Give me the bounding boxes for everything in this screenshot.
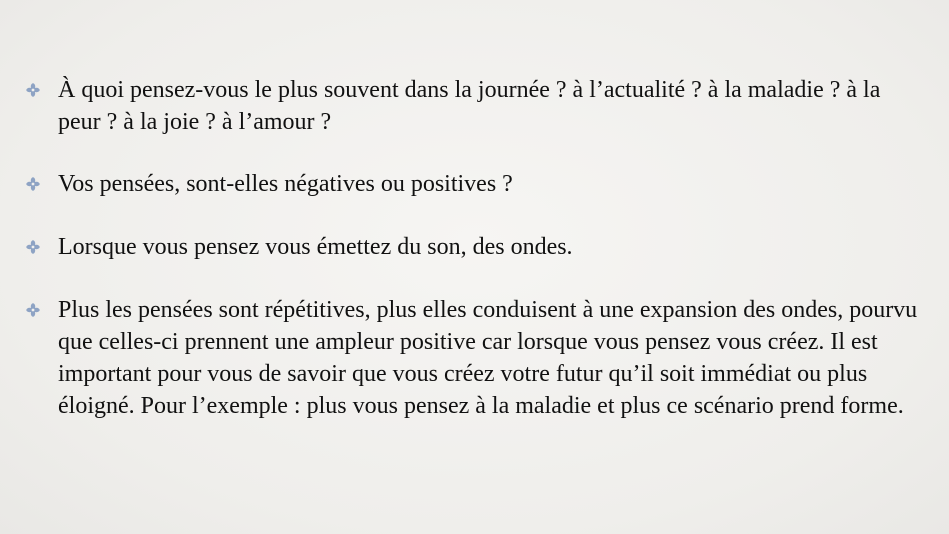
four-petal-flower-icon [26, 303, 40, 317]
bullet-item-4 [26, 294, 926, 422]
four-petal-flower-icon [26, 240, 40, 254]
bullet-list [26, 74, 926, 422]
bullet-item-2 [26, 168, 926, 200]
four-petal-flower-icon [26, 83, 40, 97]
bullet-text: À quoi pensez-vous le plus souvent dans la journée ? à l’actualité ? à la maladie ? à la peur ? à la joie ? à l’amour ? [58, 77, 881, 135]
bullet-text: Plus les pensées sont répétitives, plus elles conduisent à une expansion des ondes, pourvu que celles-ci prennent une ampleur positive car lorsque vous pensez vous créez. Il est important pour vous de savoir que vous créez votre futur qu’il soit immédiat ou plus éloigné. Pour l’exemple : plus vous pensez à la maladie et plus ce scénario prend forme. [58, 297, 918, 419]
bullet-text: Vos pensées, sont-elles négatives ou positives ? [58, 171, 513, 197]
bullet-item-3 [26, 231, 926, 263]
bullet-text: Lorsque vous pensez vous émettez du son, des ondes. [58, 234, 573, 260]
bullet-item-1 [26, 74, 926, 138]
four-petal-flower-icon [26, 177, 40, 191]
